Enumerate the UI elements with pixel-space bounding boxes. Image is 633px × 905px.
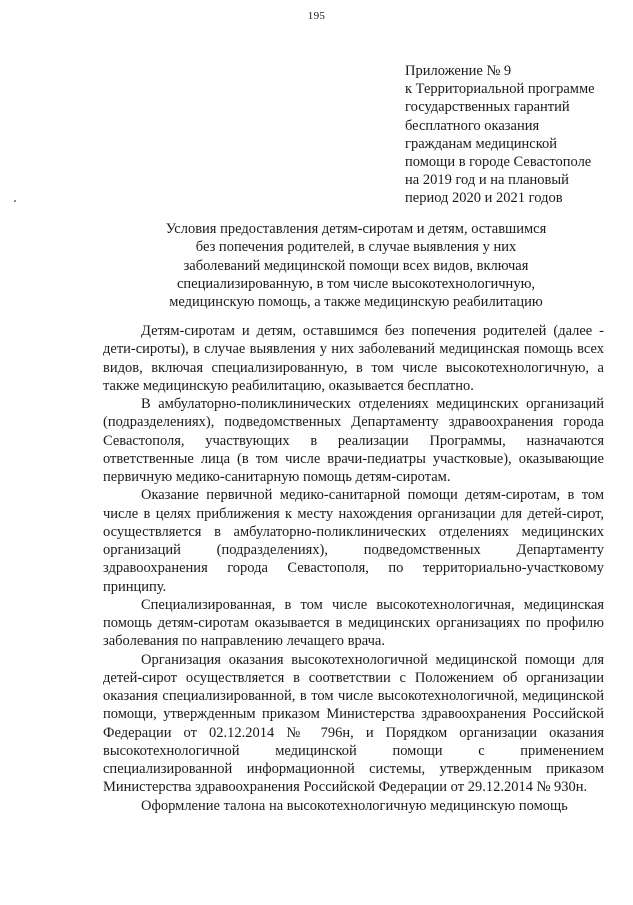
- body-paragraph: Оформление талона на высокотехнологичную медицинскую помощь: [141, 797, 568, 814]
- title-line: без попечения родителей, в случае выявления у них: [195, 239, 517, 256]
- body-paragraph: Детям-сиротам и детям, оставшимся без попечения родителей (далее - дети-сироты), в случае выявления у них заболеваний медицинская помощь всех видов, включая специализированную, в том числе высокотехнологичную, а также медицинскую реабилитацию, оказывается бесплатно.: [103, 323, 604, 394]
- appendix-line: период 2020 и 2021 годов: [405, 190, 563, 207]
- appendix-line: государственных гарантий: [405, 99, 570, 116]
- scan-speck: [14, 200, 16, 202]
- body-paragraph: Специализированная, в том числе высокотехнологичная, медицинская помощь детям-сиротам оказывается в медицинских организациях по профилю заболевания по направлению лечащего врача.: [103, 596, 604, 650]
- page-number: 195: [307, 10, 326, 22]
- appendix-line: к Территориальной программе: [405, 81, 595, 98]
- appendix-line: на 2019 год и на плановый: [405, 172, 569, 189]
- body-paragraph: В амбулаторно-поликлинических отделениях медицинских организаций (подразделениях), подведомственных Департаменту здравоохранения города Севастополя, участвующих в реализации Программы, назначаются ответственные лица (в том числе врачи-педиатры участковые), оказывающие первичную медико-санитарную помощь детям-сиротам.: [103, 396, 604, 485]
- appendix-line: бесплатного оказания: [405, 117, 540, 134]
- appendix-line: помощи в городе Севастополе: [405, 154, 592, 171]
- document-title: [100, 220, 612, 311]
- appendix-line: Приложение № 9: [405, 63, 512, 79]
- title-line: заболеваний медицинской помощи всех видов, включая: [183, 257, 529, 274]
- appendix-block: [405, 62, 627, 208]
- title-line: Условия предоставления детям-сиротам и детям, оставшимся: [165, 221, 547, 237]
- appendix-line: гражданам медицинской: [405, 135, 558, 152]
- body-paragraph: Оказание первичной медико-санитарной помощи детям-сиротам, в том числе в целях приближения к месту нахождения организации для детей-сирот, осуществляется в амбулаторно-поликлинических отделениях медицинских организаций (подразделениях), подведомственных Департаменту здравоохранения города Севастополя, по территориально-участковому принципу.: [103, 487, 604, 595]
- title-line: специализированную, в том числе высокотехнологичную,: [176, 275, 536, 292]
- body-paragraph: Организация оказания высокотехнологичной медицинской помощи для детей-сирот осуществляется в соответствии с Положением об организации оказания специализированной, в том числе высокотехнологичной, медицинской помощи, утвержденным приказом Министерства здравоохранения Российской Федерации от 02.12.2014 № 796н, и Порядком организации оказания высокотехнологичной медицинской помощи с применением специализированной информационной системы, утвержденным приказом Министерства здравоохранения Российской Федерации от 29.12.2014 № 930н.: [103, 651, 604, 796]
- document-body: [103, 322, 604, 815]
- title-line: медицинскую помощь, а также медицинскую реабилитацию: [169, 294, 543, 311]
